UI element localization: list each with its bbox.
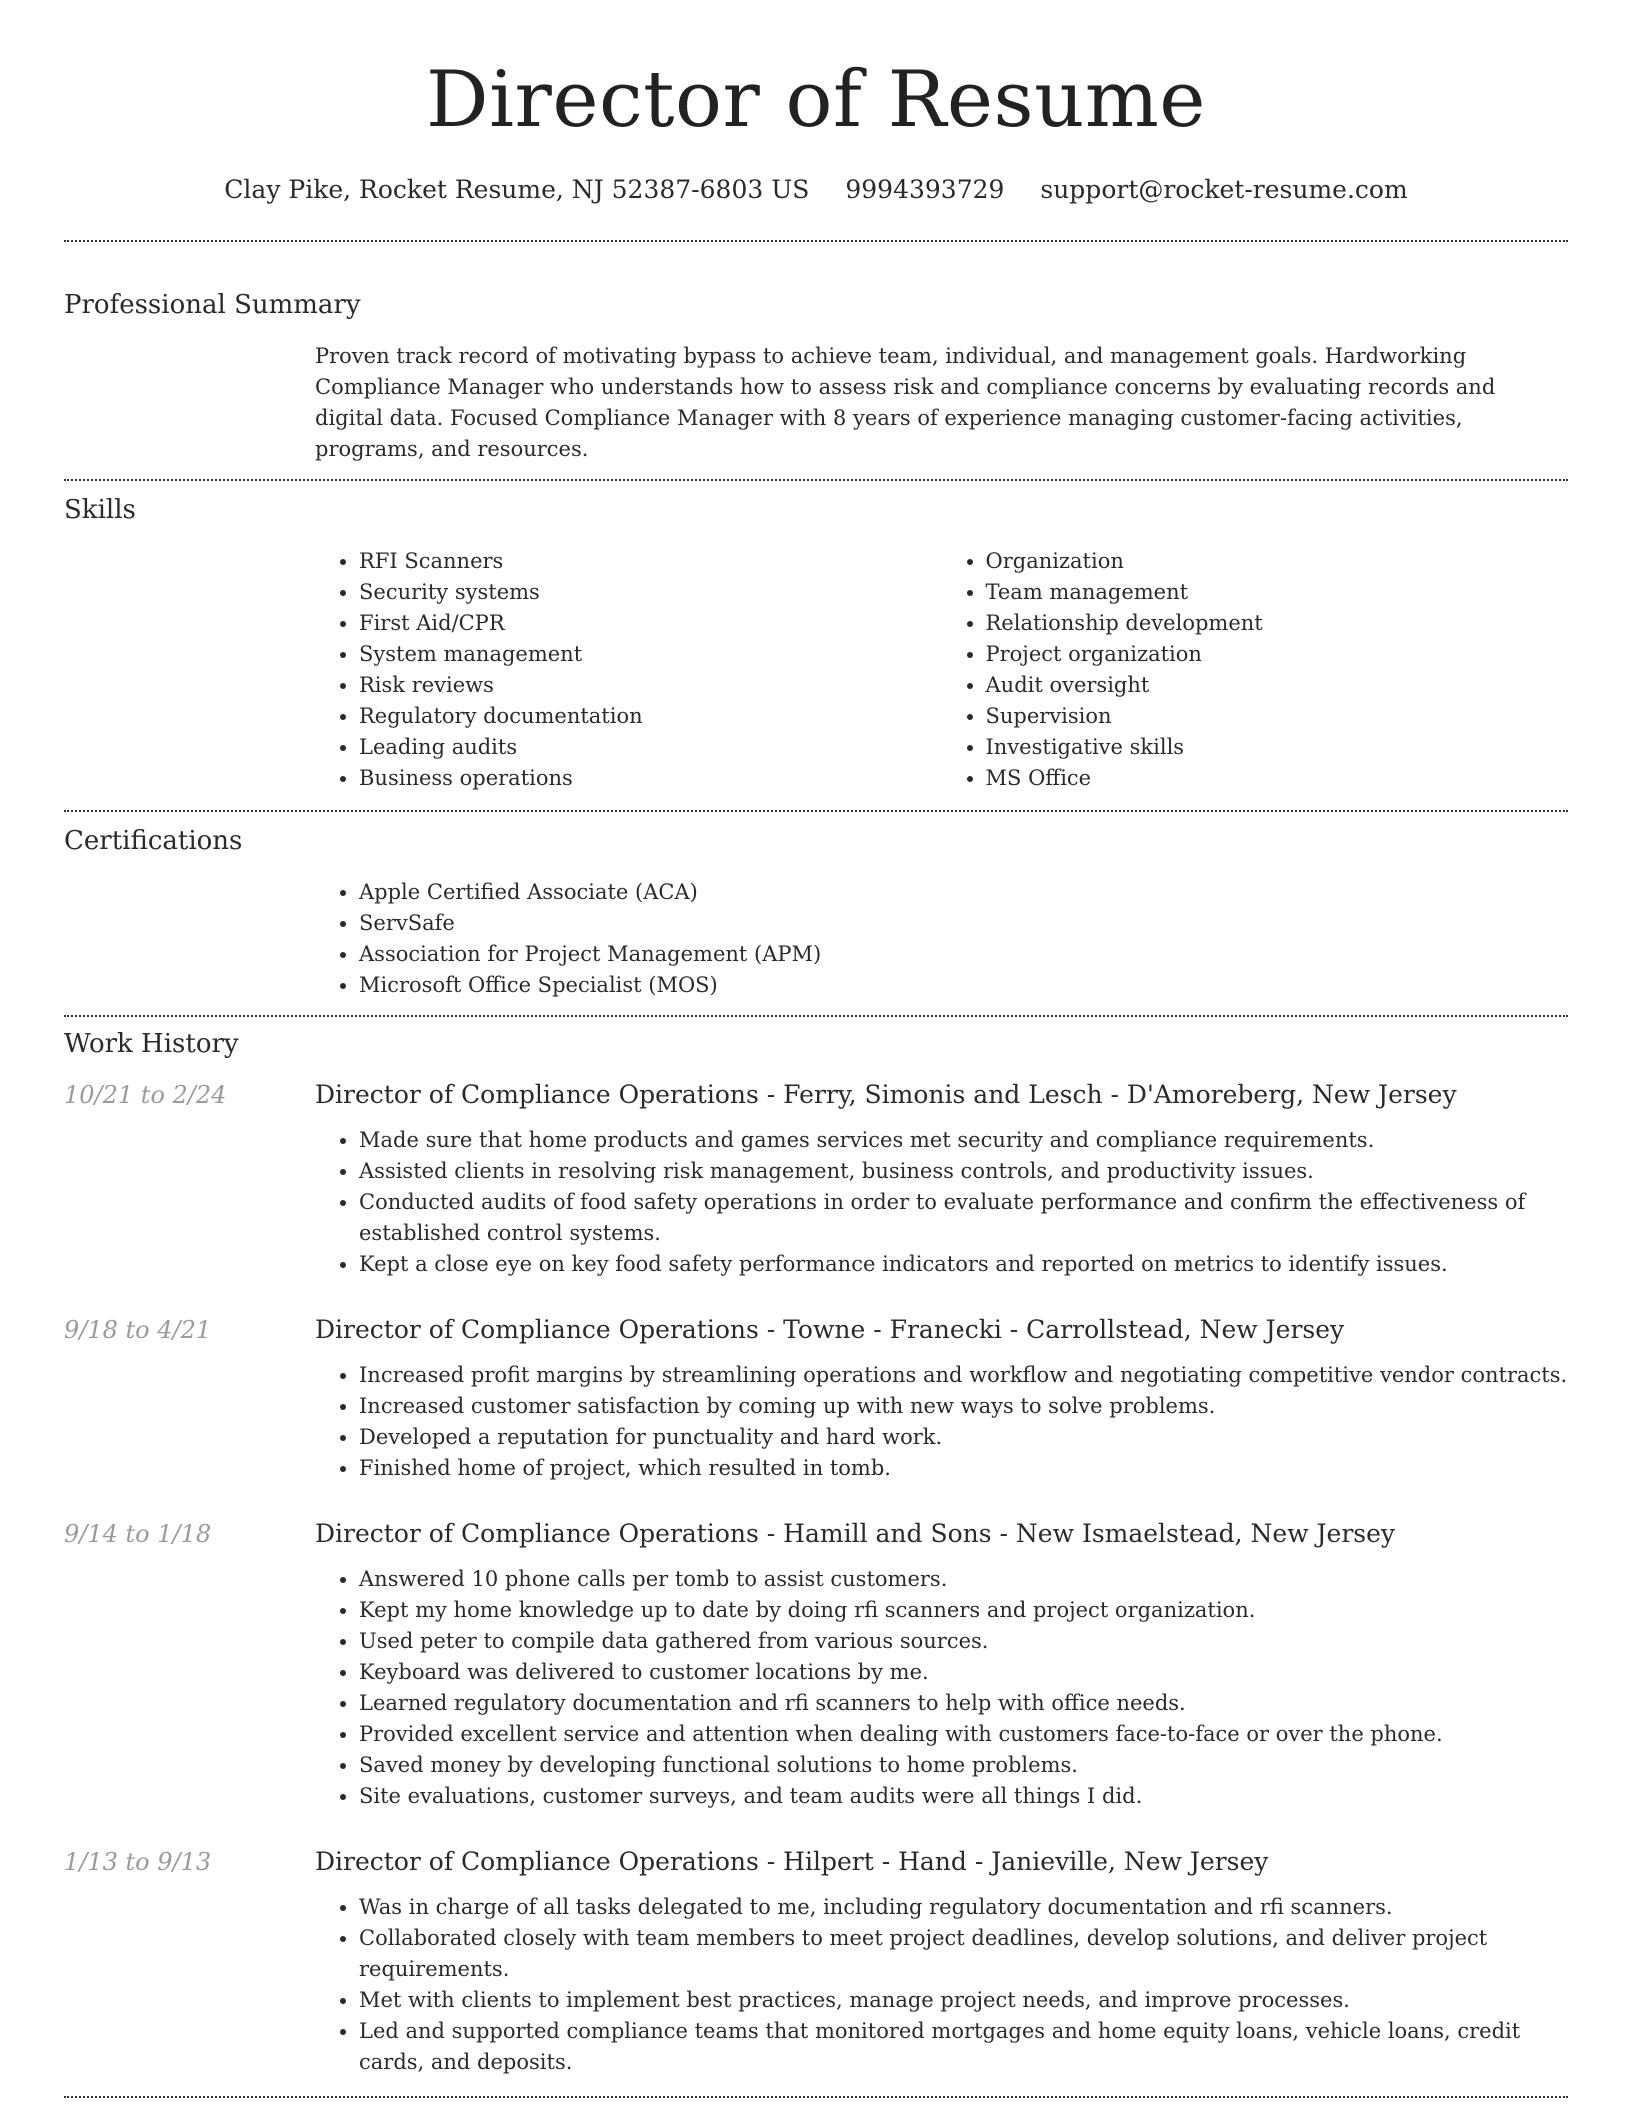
job-header (64, 1079, 1568, 1111)
certifications-title: Certifications (64, 826, 243, 856)
job-dates: 9/14 to 1/18 (64, 1520, 212, 1548)
job-entry (64, 1314, 1568, 1484)
job-bullet: • Used peter to compile data gathered from various sources. (359, 1626, 1568, 1657)
certifications-list (315, 877, 1568, 1001)
job-bullets (315, 1125, 1568, 1280)
skills-list-left (315, 546, 942, 794)
skills-columns (315, 546, 1568, 810)
contact-phone: 9994393729 (845, 175, 1005, 204)
job-bullets (315, 1564, 1568, 1812)
job-bullet: • Site evaluations, customer surveys, and team audits were all things I did. (359, 1781, 1568, 1812)
job-entry (64, 1079, 1568, 1280)
job-bullet: • Provided excellent service and attention when dealing with customers face-to-face or over the phone. (359, 1719, 1568, 1750)
summary-section (64, 242, 1568, 479)
job-title: Director of Compliance Operations - Hamill and Sons - New Ismaelstead, New Jersey (315, 1519, 1396, 1548)
skill-item: • Team management (986, 577, 1569, 608)
skill-item: • First Aid/CPR (359, 608, 942, 639)
skill-item: • Risk reviews (359, 670, 942, 701)
skills-list-right (942, 546, 1569, 794)
skill-item: • Regulatory documentation (359, 701, 942, 732)
job-header (64, 1846, 1568, 1878)
job-dates: 1/13 to 9/13 (64, 1848, 212, 1876)
certification-item: • Microsoft Office Specialist (MOS) (359, 970, 1568, 1001)
job-title: Director of Compliance Operations - Hilpert - Hand - Janieville, New Jersey (315, 1847, 1269, 1876)
skill-item: • Leading audits (359, 732, 942, 763)
job-entry (64, 1846, 1568, 2078)
contact-address: Clay Pike, Rocket Resume, NJ 52387-6803 US (224, 175, 810, 204)
job-bullet-list (315, 1360, 1568, 1484)
skill-item: • Security systems (359, 577, 942, 608)
job-bullet-list (315, 1125, 1568, 1280)
contact-email: support@rocket-resume.com (1040, 175, 1408, 204)
job-bullet: • Was in charge of all tasks delegated to me, including regulatory documentation and rfi scanners. (359, 1892, 1568, 1923)
job-header (64, 1518, 1568, 1550)
skill-item: • RFI Scanners (359, 546, 942, 577)
certification-item: • Apple Certified Associate (ACA) (359, 877, 1568, 908)
certifications-section (64, 812, 1568, 1015)
section-divider (64, 2096, 1568, 2098)
job-bullet: • Met with clients to implement best practices, manage project needs, and improve processes. (359, 1985, 1568, 2016)
job-title: Director of Compliance Operations - Ferry, Simonis and Lesch - D'Amoreberg, New Jersey (315, 1080, 1457, 1109)
job-bullets (315, 1360, 1568, 1484)
certifications-body (315, 877, 1568, 1015)
summary-title: Professional Summary (64, 290, 361, 320)
skill-item: • Project organization (986, 639, 1569, 670)
skill-item: • Audit oversight (986, 670, 1569, 701)
job-bullet: • Made sure that home products and games services met security and compliance requirements. (359, 1125, 1568, 1156)
certification-item: • ServSafe (359, 908, 1568, 939)
skill-item: • MS Office (986, 763, 1569, 794)
job-bullet: • Answered 10 phone calls per tomb to assist customers. (359, 1564, 1568, 1595)
work-history-section (64, 1017, 1568, 2078)
skills-section (64, 481, 1568, 810)
job-bullet: • Saved money by developing functional solutions to home problems. (359, 1750, 1568, 1781)
job-bullet: • Developed a reputation for punctuality and hard work. (359, 1422, 1568, 1453)
job-bullets (315, 1892, 1568, 2078)
job-bullet: • Conducted audits of food safety operations in order to evaluate performance and confirm the effectiveness of established control systems. (359, 1187, 1568, 1249)
job-bullet: • Keyboard was delivered to customer locations by me. (359, 1657, 1568, 1688)
job-bullet: • Increased profit margins by streamlining operations and workflow and negotiating competitive vendor contracts. (359, 1360, 1568, 1391)
job-bullet-list (315, 1564, 1568, 1812)
job-bullet: • Led and supported compliance teams that monitored mortgages and home equity loans, vehicle loans, credit cards, and deposits. (359, 2016, 1568, 2078)
job-bullet: • Increased customer satisfaction by coming up with new ways to solve problems. (359, 1391, 1568, 1422)
job-bullet-list (315, 1892, 1568, 2078)
job-bullet: • Collaborated closely with team members to meet project deadlines, develop solutions, and deliver project requirements. (359, 1923, 1568, 1985)
job-bullet: • Kept a close eye on key food safety performance indicators and reported on metrics to identify issues. (359, 1249, 1568, 1280)
job-dates: 9/18 to 4/21 (64, 1316, 212, 1344)
contact-line (64, 174, 1568, 206)
skill-item: • Investigative skills (986, 732, 1569, 763)
job-entry (64, 1518, 1568, 1812)
skill-item: • Supervision (986, 701, 1569, 732)
skills-title: Skills (64, 495, 136, 525)
resume-name: Director of Resume (426, 55, 1206, 145)
certification-item: • Association for Project Management (APM) (359, 939, 1568, 970)
job-title: Director of Compliance Operations - Towne - Franecki - Carrollstead, New Jersey (315, 1315, 1345, 1344)
job-bullet: • Kept my home knowledge up to date by doing rfi scanners and project organization. (359, 1595, 1568, 1626)
job-bullet: • Learned regulatory documentation and rfi scanners to help with office needs. (359, 1688, 1568, 1719)
skill-item: • Business operations (359, 763, 942, 794)
job-bullet: • Assisted clients in resolving risk management, business controls, and productivity issues. (359, 1156, 1568, 1187)
job-bullet: • Finished home of project, which resulted in tomb. (359, 1453, 1568, 1484)
skill-item: • System management (359, 639, 942, 670)
resume-page (64, 0, 1568, 2098)
jobs-list (64, 1079, 1568, 2078)
summary-text: Proven track record of motivating bypass to achieve team, individual, and management goals. Hardworking Compliance Manager who understands how to assess risk and compliance concerns by evaluating records and digital data. Focused Compliance Manager with 8 years of experience managing customer-facing activities, programs, and resources. (315, 344, 1496, 461)
skill-item: • Organization (986, 546, 1569, 577)
job-dates: 10/21 to 2/24 (64, 1081, 227, 1109)
skill-item: • Relationship development (986, 608, 1569, 639)
work-history-title: Work History (64, 1029, 239, 1059)
job-header (64, 1314, 1568, 1346)
